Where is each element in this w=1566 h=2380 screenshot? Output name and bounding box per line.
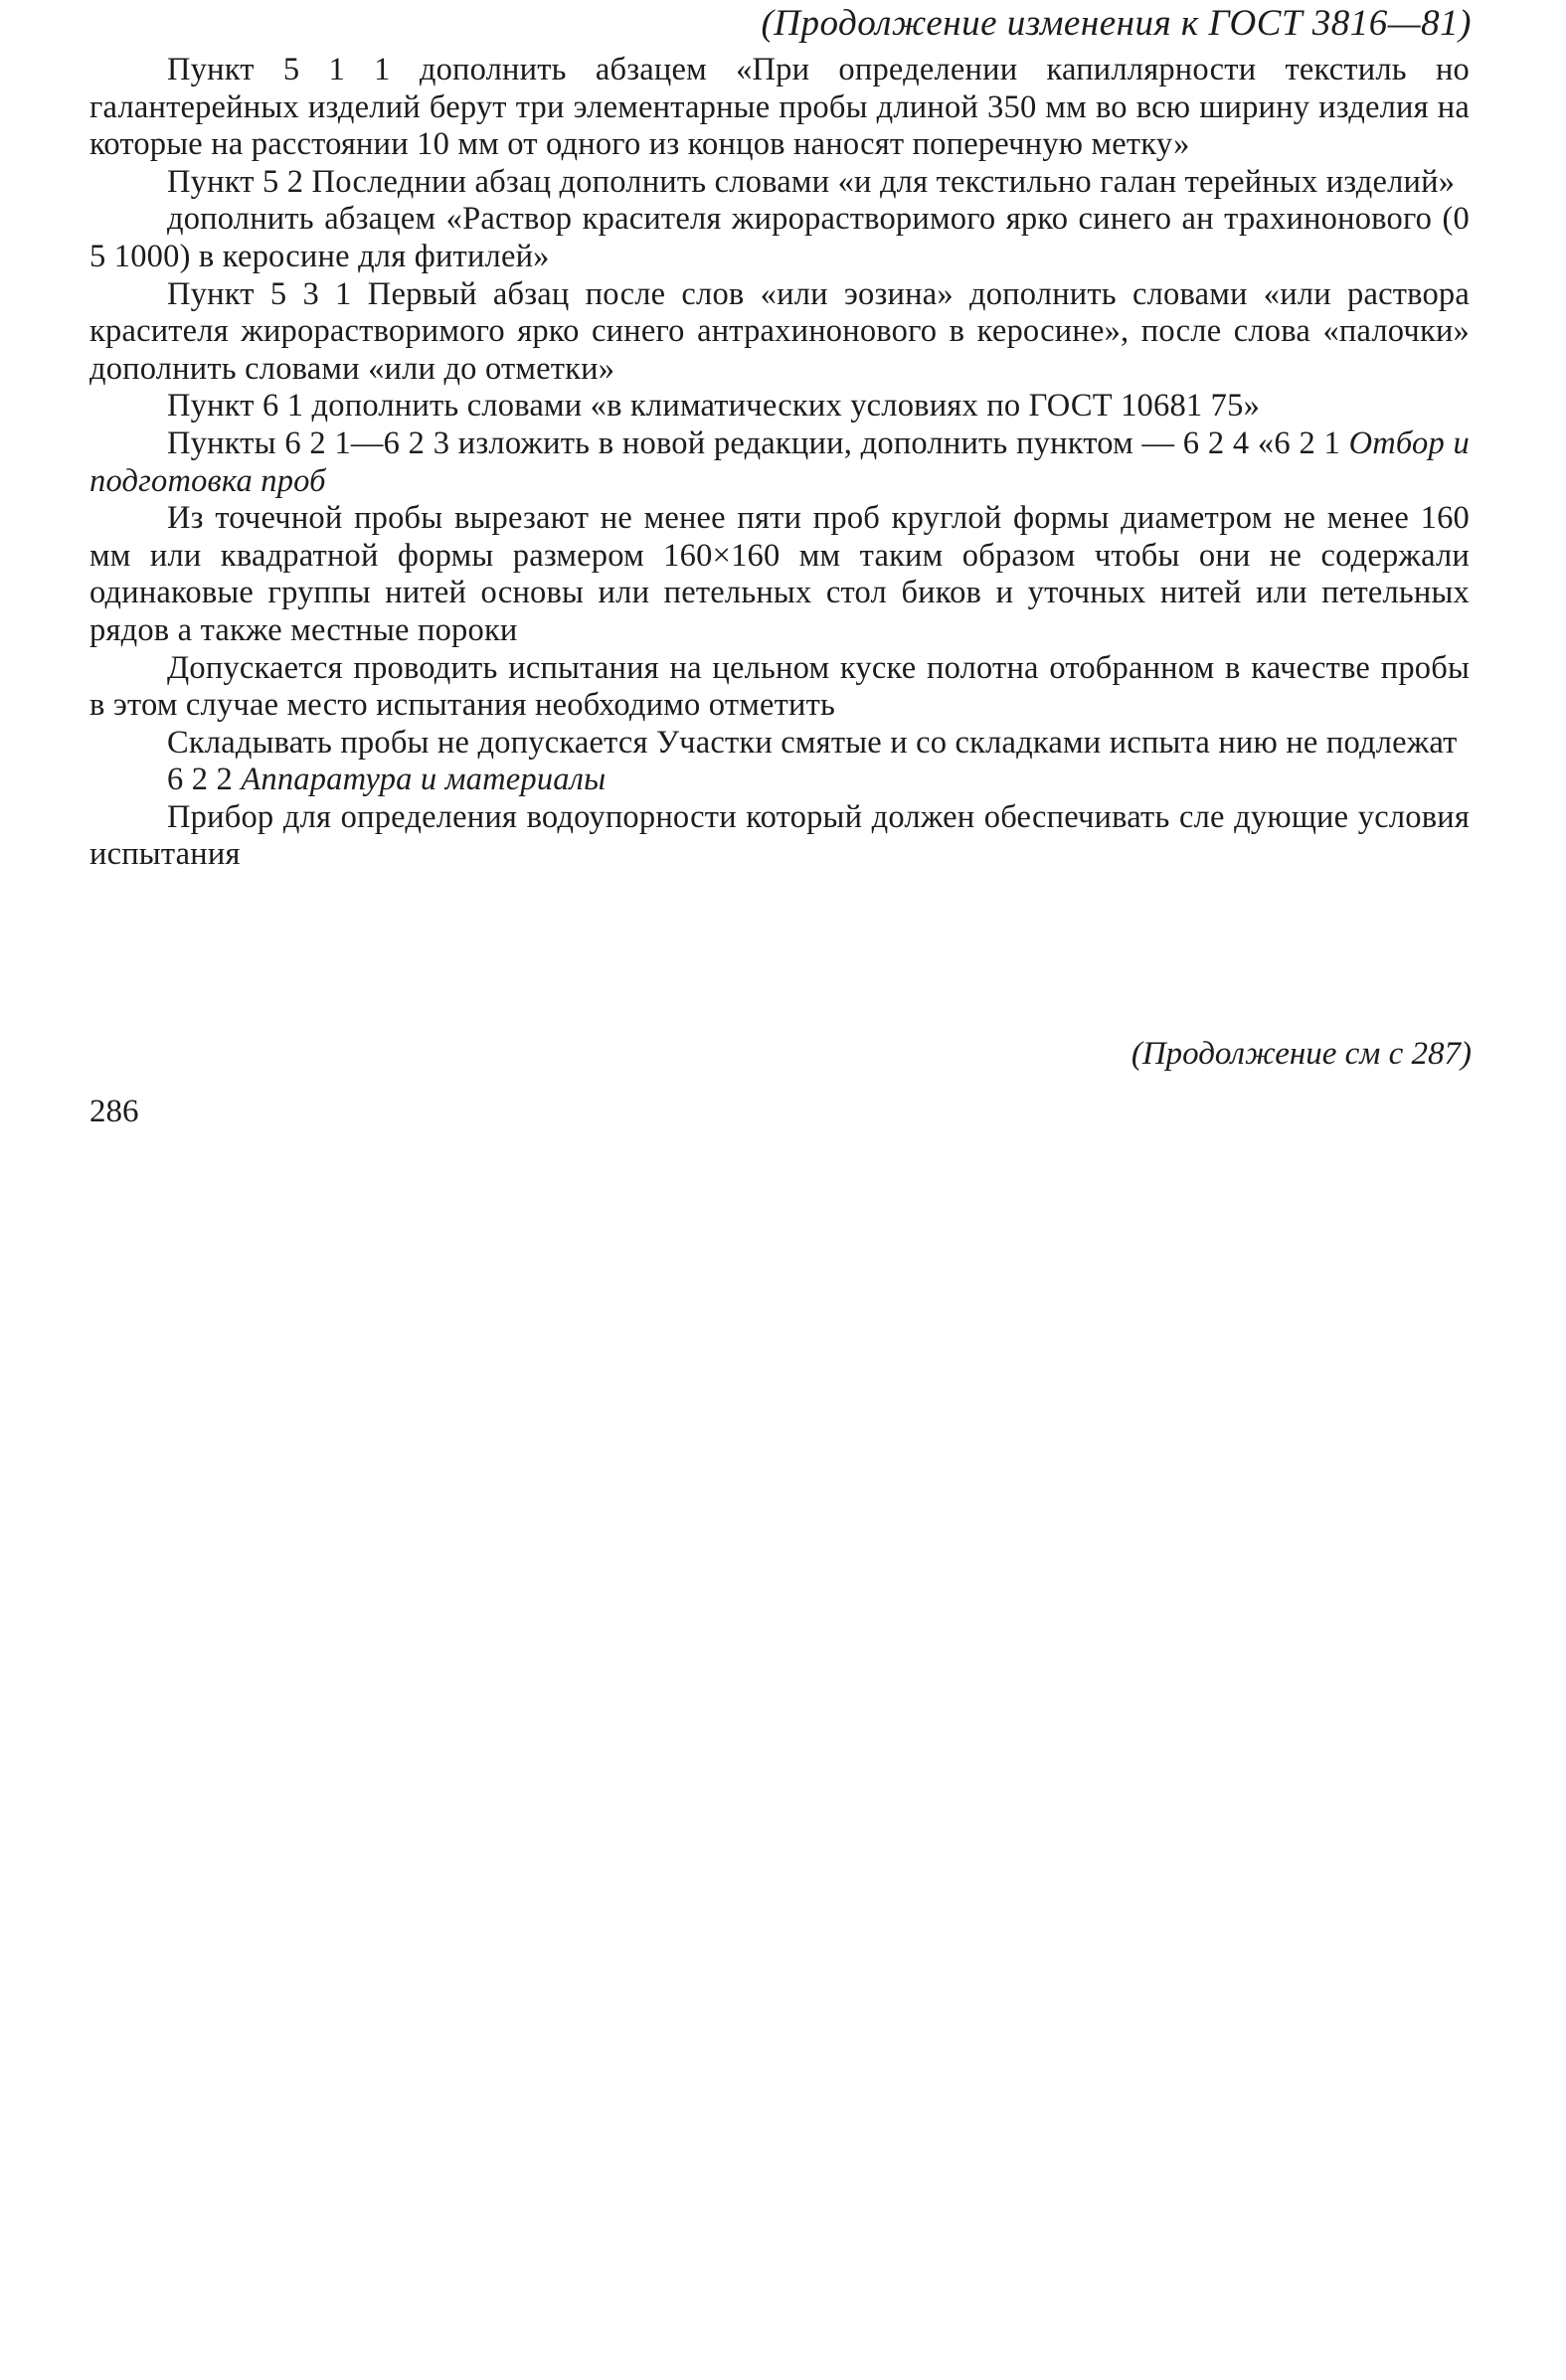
paragraph-10: [89, 762, 1470, 799]
paragraph-6-text: Пункты 6 2 1—6 2 3 изложить в новой редакции, дополнить пунктом — 6 2 4 «6 2 1: [167, 425, 1349, 461]
paragraph-1: Пункт 5 1 1 дополнить абзацем «При определении капиллярности текстиль но галантерейных изделий берут три элементарные пробы длиной 350 мм во всю ширину изделия на которые на расстоянии 10 мм от одного из концов наносят поперечную метку»: [89, 52, 1470, 163]
paragraph-5: Пункт 6 1 дополнить словами «в климатических условиях по ГОСТ 10681 75»: [167, 388, 1261, 425]
subsection-title-sampling: Отбор и подготовка проб: [89, 425, 1470, 499]
paragraph-8: Допускается проводить испытания на цельном куске полотна отобранном в качестве пробы в этом случае место испытания необходимо отметить: [89, 649, 1470, 724]
paragraph-11: Прибор для определения водоупорности который должен обеспечивать сле дующие условия испытания: [89, 798, 1470, 873]
running-head: (Продолжение изменения к ГОСТ 3816—81): [761, 3, 1472, 44]
paragraph-3: дополнить абзацем «Раствор красителя жирорастворимого ярко синего ан трахинонового (0 5 1000) в керосине для фитилей»: [89, 201, 1470, 274]
paragraph-9: Складывать пробы не допускается Участки смятые и со складками испыта нию не подлежат: [167, 724, 1458, 761]
body-text: [89, 52, 1470, 874]
paragraph-4: Пункт 5 3 1 Первый абзац после слов «или эозина» дополнить словами «или раствора красителя жирорастворимого ярко синего антрахинонового в керосине», после слова «палочки» дополнить словами «или до отметки»: [89, 275, 1470, 387]
subsection-title-apparatus: Аппаратура и материалы: [241, 762, 607, 798]
paragraph-7: Из точечной пробы вырезают не менее пяти проб круглой формы диаметром не менее 160 мм или квадратной формы размером 160×160 мм таким образом чтобы они не содержали одинаковые группы нитей основы или петельных стол биков и уточных нитей или петельных рядов а также местные пороки: [89, 500, 1470, 648]
paragraph-6: [89, 425, 1470, 500]
continued-note: (Продолжение см с 287): [1131, 1036, 1472, 1072]
paragraph-10-number: 6 2 2: [167, 762, 242, 798]
page-number: 286: [89, 1094, 139, 1129]
paragraph-2: Пункт 5 2 Последнии абзац дополнить словами «и для текстильно галан терейных изделий»: [167, 163, 1456, 200]
